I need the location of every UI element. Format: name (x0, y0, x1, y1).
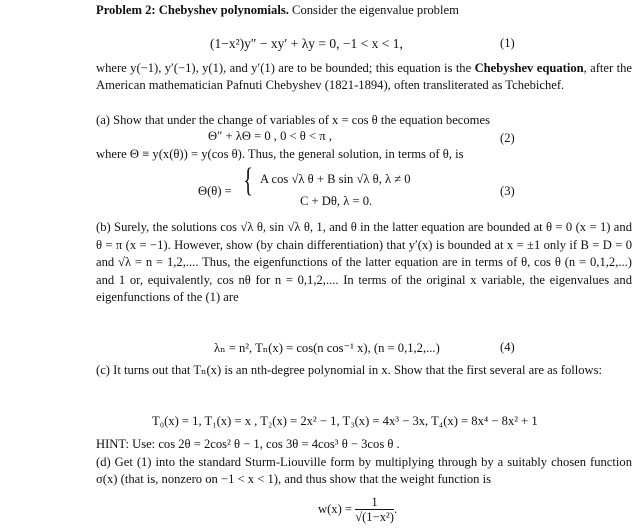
weight-lhs: w(x) = (318, 501, 353, 516)
equation-1: (1−x²)y″ − xy′ + λy = 0, −1 < x < 1, (210, 36, 403, 51)
weight-end: . (393, 501, 398, 516)
where-text-b: , after the American mathematician Pafnuti Chebyshev (1821-1894), often transliterated as Tchebichef. (96, 61, 632, 92)
equation-3-number: (3) (500, 184, 515, 198)
part-c-text: (c) It turns out that Tₙ(x) is an nth-degree polynomial in x. Show that the first several are as follows: (96, 363, 603, 377)
chebyshev-equation-term: Chebyshev equation (474, 61, 584, 75)
hint-text: HINT: Use: cos 2θ = 2cos² θ − 1, cos 3θ = 4cos³ θ − 3cos θ . (96, 437, 400, 451)
problem-heading (96, 3, 459, 18)
equation-4-number: (4) (500, 340, 515, 354)
equation-4: λₙ = n², Tₙ(x) = cos(n cos⁻¹ x), (n = 0,1,2,...) (214, 341, 440, 355)
equation-2: Θ″ + λΘ = 0 , 0 < θ < π , (208, 129, 332, 143)
problem-intro: Consider the eigenvalue problem (292, 3, 459, 17)
part-a-where-text: where Θ ≡ y(x(θ)) = y(cos θ). Thus, the general solution, in terms of θ, is (96, 147, 464, 161)
part-a-text: (a) Show that under the change of variables of x = cos θ the equation becomes (96, 113, 490, 127)
equation-3-case-2: C + Dθ, λ = 0. (300, 194, 373, 208)
part-b-text: (b) Surely, the solutions cos √λ θ, sin √λ θ, 1, and θ in the latter equation are bounded at θ = 0 (x = 1) and θ = π (x = −1). However, show (by chain differentiation) that y′(x) is bounded at x = ±1 only if B = D = 0 and √λ = n = 1,2,.... Thus, the eigenfunctions of the latter equation are in terms of θ, cos θ (n = 0,1,2,...) and 1 or, equivalently, cos nθ for n = 0,1,2,.... In terms of the original x variable, the eigenvalues and eigenfunctions of the (1) are (96, 220, 632, 304)
equation-3-case-1: A cos √λ θ + B sin √λ θ, λ ≠ 0 (260, 172, 411, 186)
equation-1-number: (1) (500, 36, 515, 50)
problem-label: Problem 2: Chebyshev polynomials. (96, 3, 289, 17)
weight-numerator: 1 (355, 496, 394, 510)
part-d-text: (d) Get (1) into the standard Sturm-Liouville form by multiplying through by a suitably chosen function σ(x) (that is, nonzero on −1 < x < 1), and thus show that the weight function is (96, 455, 632, 486)
equation-3-lhs: Θ(θ) = (198, 184, 232, 198)
weight-denominator: √(1−x²) (355, 510, 394, 524)
chebyshev-definition-paragraph (96, 60, 632, 93)
weight-function-equation (318, 496, 397, 524)
equation-3-brace: { (243, 162, 254, 199)
equation-2-number: (2) (500, 131, 515, 145)
chebyshev-polynomials-list: T₀(x) = 1, T₁(x) = x , T₂(x) = 2x² − 1, T₃(x) = 4x³ − 3x, T₄(x) = 8x⁴ − 8x² + 1 (152, 414, 538, 428)
where-text-a: where y(−1), y′(−1), y(1), and y′(1) are to be bounded; this equation is the (96, 61, 475, 75)
weight-fraction (355, 496, 394, 524)
